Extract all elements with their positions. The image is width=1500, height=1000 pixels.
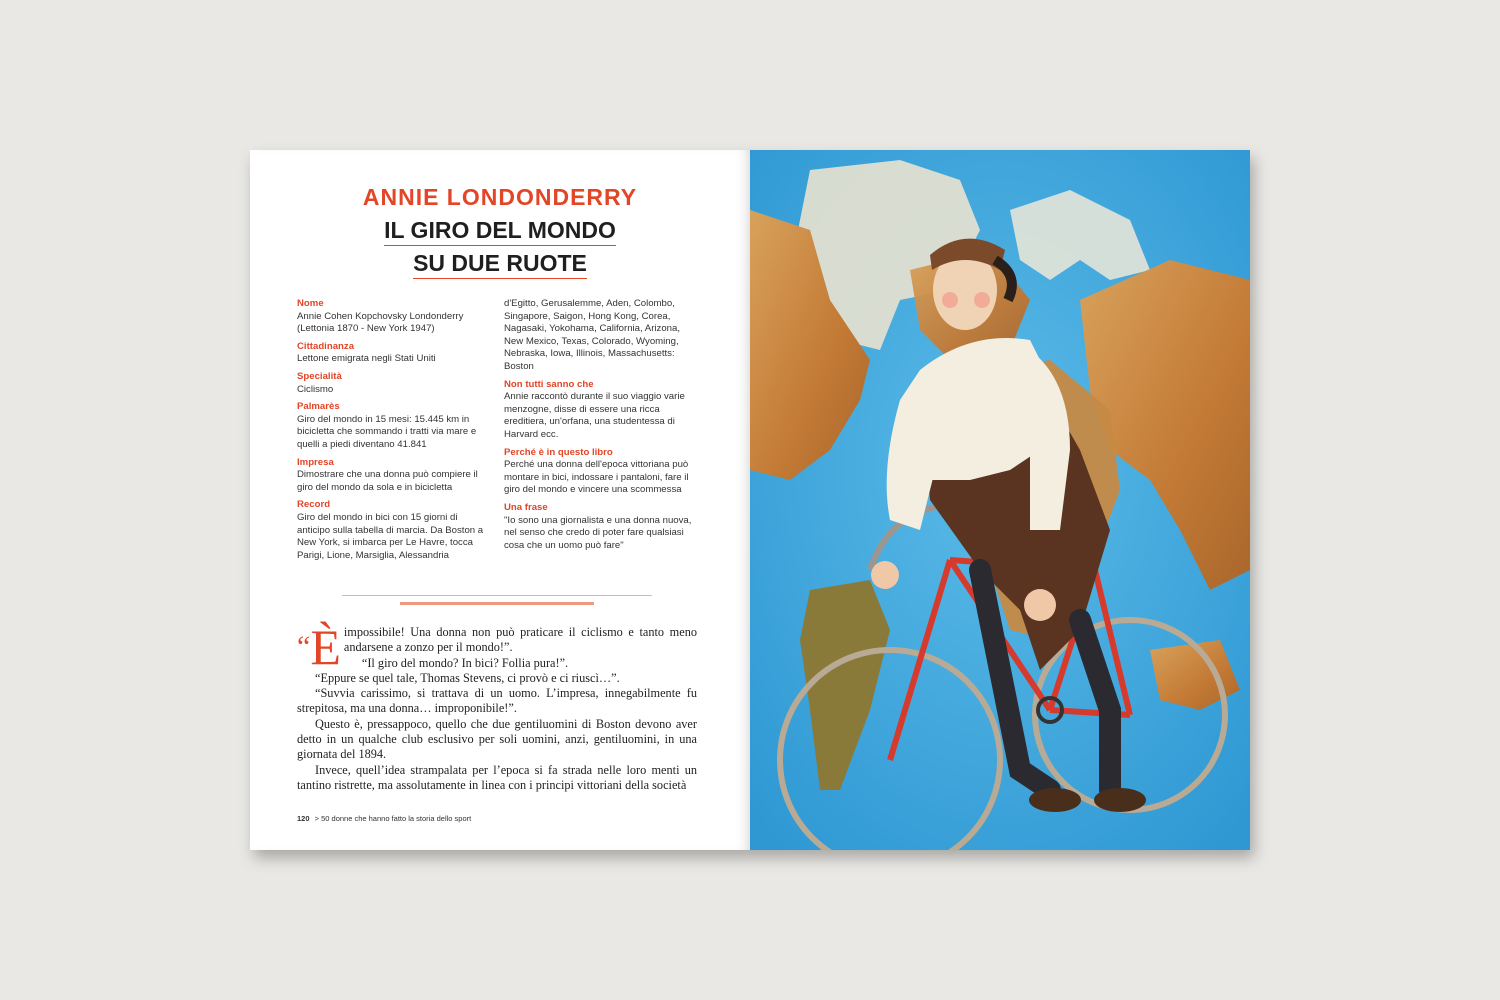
body-paragraph-6: Invece, quell’idea strampalata per l’epoca si fa strada nelle loro menti un tantino ristrette, ma assolutamente in linea con i principi vittoriani della società	[297, 762, 697, 792]
body-paragraph-3: “Eppure se quel tale, Thomas Stevens, ci provò e ci riuscì…”.	[315, 670, 620, 685]
section-divider-thin	[342, 595, 652, 596]
chapter-headline	[250, 214, 750, 280]
facts-column-2	[504, 298, 700, 552]
dropcap-letter: È	[310, 619, 341, 675]
fact-label-impresa: Impresa	[297, 456, 334, 468]
headline-line-2: SU DUE RUOTE	[413, 249, 587, 279]
fact-label-frase: Una frase	[504, 501, 548, 513]
page-number: 120	[297, 814, 310, 823]
fact-value-impresa: Dimostrare che una donna può compiere il giro del mondo da sola e in bicicletta	[297, 469, 478, 493]
footer-separator: >	[314, 814, 319, 823]
rider-cheek-2	[974, 292, 990, 308]
fact-label-palmares: Palmarès	[297, 401, 340, 413]
fact-label-perche: Perché è in questo libro	[504, 446, 613, 458]
fact-label-non-tutti: Non tutti sanno che	[504, 378, 594, 390]
fact-label-nome: Nome	[297, 298, 324, 309]
rider-shoe-front	[1029, 788, 1081, 812]
rider-cheek	[942, 292, 958, 308]
rider-right-hand	[1024, 589, 1056, 621]
fact-value-specialita: Ciclismo	[297, 383, 334, 395]
body-paragraph-4: “Suvvia carissimo, si trattava di un uomo. L’impresa, innegabilmente fu strepitosa, ma una donna… improponibile!”.	[297, 686, 697, 716]
page-footer	[297, 814, 471, 823]
fact-label-specialita: Specialità	[297, 370, 342, 382]
fact-value-cittadinanza: Lettone emigrata negli Stati Uniti	[297, 353, 436, 365]
section-divider-thick	[400, 602, 594, 605]
cyclist-illustration	[750, 150, 1250, 850]
body-paragraph-1-text: impossibile! Una donna non può praticare il ciclismo e tanto meno andarsene a zonzo per il mondo!”.	[343, 625, 697, 655]
right-page-illustration	[750, 150, 1250, 850]
left-page	[250, 150, 750, 850]
fact-value-palmares: Giro del mondo in 15 mesi: 15.445 km in bicicletta che sommando i tratti via mare e quelli a piedi diventano 41.841	[297, 413, 477, 450]
open-quote-mark: “	[297, 630, 311, 663]
body-paragraph-5: Questo è, pressappoco, quello che due gentiluomini di Boston devono aver detto in un qualche club esclusivo per soli uomini, anzi, gentiluomini, in una giornata del 1894.	[297, 716, 697, 762]
facts-column-1	[297, 298, 493, 562]
body-text	[297, 619, 697, 793]
book-spread	[250, 150, 1250, 850]
headline-line-1: IL GIRO DEL MONDO	[384, 216, 616, 246]
body-paragraph-2: “Il giro del mondo? In bici? Follia pura!”.	[361, 655, 569, 670]
athlete-name-title: ANNIE LONDONDERRY	[362, 184, 638, 210]
fact-label-cittadinanza: Cittadinanza	[297, 340, 355, 352]
fact-value-frase: "Io sono una giornalista e una donna nuova, nel senso che credo di poter fare qualsiasi cosa che un uomo può fare"	[504, 514, 692, 551]
dropcap	[297, 619, 341, 675]
fact-value-record-continued: d'Egitto, Gerusalemme, Aden, Colombo, Singapore, Saigon, Hong Kong, Corea, Nagasaki, Yokohama, California, Arizona, New Mexico, Texas, Colorado, Wyoming, Nebraska, Iowa, Illinois, Massachusetts: Boston	[504, 298, 680, 372]
fact-label-record: Record	[297, 499, 331, 511]
fact-value-perche: Perché una donna dell'epoca vittoriana può montare in bici, indossare i pantaloni, fare il giro del mondo e vincere una scommessa	[504, 459, 689, 496]
fact-value-nome: Annie Cohen Kopchovsky Londonderry (Lettonia 1870 - New York 1947)	[297, 310, 464, 335]
book-title: 50 donne che hanno fatto la storia dello sport	[321, 814, 472, 823]
fact-value-non-tutti: Annie raccontò durante il suo viaggio varie menzogne, disse di essere una ricca ereditiera, un'orfana, una studentessa di Harvard ecc.	[504, 391, 685, 440]
rider-left-hand	[871, 561, 899, 589]
fact-value-record: Giro del mondo in bici con 15 giorni di anticipo sulla tabella di marcia. Da Boston a New York, si imbarca per Le Havre, tocca Parigi, Lione, Marsiglia, Alessandria	[297, 511, 484, 561]
rider-shoe-back	[1094, 788, 1146, 812]
